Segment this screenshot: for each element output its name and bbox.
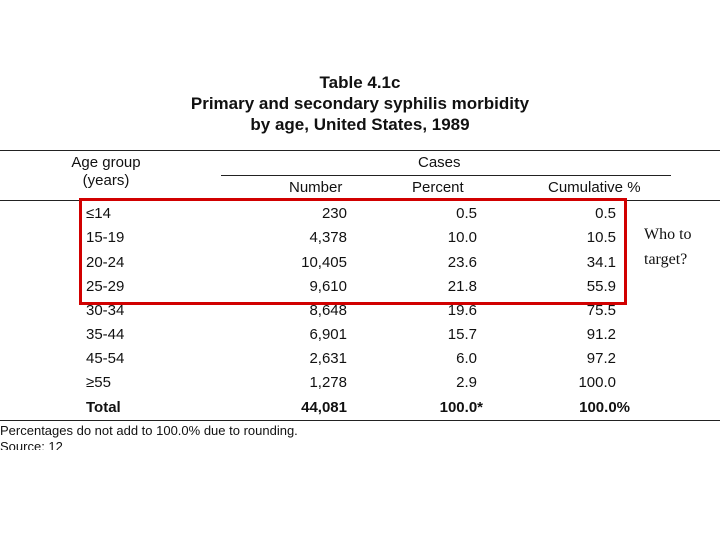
cumulative-cell: 100.0 [578,374,616,391]
total-percent: 100.0* [439,399,483,416]
number-cell: 10,405 [301,254,347,271]
age-cell: 35-44 [86,326,125,343]
number-cell: 6,901 [309,326,347,343]
cumulative-cell: 55.9 [586,278,616,295]
cumulative-cell: 34.1 [586,254,616,271]
footnote-source: Source: 12 [0,439,63,450]
age-group-header [66,154,146,190]
percent-cell: 10.0 [447,229,477,246]
annotation-line-1: Who to [644,226,692,243]
bottom-rule [0,420,720,421]
age-cell: 15-19 [86,229,125,246]
age-cell: ≥55 [86,374,111,391]
footnote-rounding: Percentages do not add to 100.0% due to rounding. [0,423,298,438]
total-label: Total [86,399,121,416]
cumulative-cell: 91.2 [586,326,616,343]
total-number: 44,081 [301,399,347,416]
cases-header: Cases [418,154,461,171]
number-cell: 2,631 [309,350,347,367]
number-cell: 9,610 [309,278,347,295]
cumulative-header: Cumulative % [548,179,641,196]
age-group-header-line-1: Age group [71,154,141,171]
number-cell: 4,378 [309,229,347,246]
percent-cell: 6.0 [456,350,477,367]
age-cell: 30-34 [86,302,125,319]
cases-rule [221,175,671,176]
title-line-3: by age, United States, 1989 [250,115,470,134]
age-group-header-line-2: (years) [82,172,130,189]
total-cumulative: 100.0% [579,399,630,416]
number-cell: 1,278 [309,374,347,391]
cumulative-cell: 0.5 [595,205,616,222]
percent-header: Percent [412,179,464,196]
age-cell: 25-29 [86,278,125,295]
annotation-text [644,222,714,272]
age-cell: 45-54 [86,350,125,367]
percent-cell: 15.7 [447,326,477,343]
number-cell: 230 [321,205,347,222]
age-cell: 20-24 [86,254,125,271]
top-rule [0,150,720,151]
number-cell: 8,648 [309,302,347,319]
percent-cell: 2.9 [456,374,477,391]
percent-cell: 0.5 [456,205,477,222]
annotation-line-2: target? [644,251,688,268]
title-line-1: Table 4.1c [319,73,401,92]
percent-cell: 23.6 [447,254,477,271]
age-cell: ≤14 [86,205,111,222]
percent-cell: 21.8 [447,278,477,295]
cumulative-cell: 10.5 [586,229,616,246]
table-title [0,72,720,135]
highlight-box [79,198,627,305]
cumulative-cell: 97.2 [586,350,616,367]
cumulative-cell: 75.5 [586,302,616,319]
title-line-2: Primary and secondary syphilis morbidity [190,94,530,113]
number-header: Number [289,179,343,196]
percent-cell: 19.6 [447,302,477,319]
